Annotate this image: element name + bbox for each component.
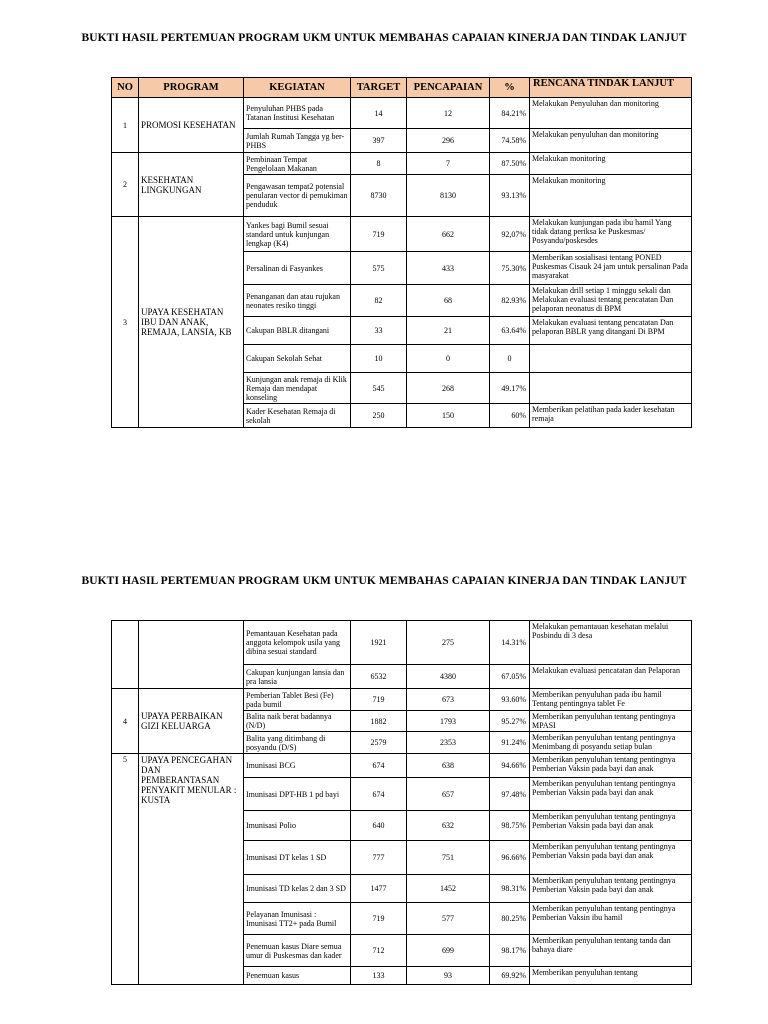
target-cell: 2579 (351, 732, 407, 754)
target-cell: 640 (351, 811, 407, 841)
row-number: 5 (112, 754, 139, 985)
rtl-cell: Memberikan penyuluhan tentang pentingnya Pemberian Vaksin pada bayi dan anak (530, 841, 692, 875)
table-row (112, 217, 692, 252)
program-name: UPAYA PERBAIKAN GIZI KELUARGA (139, 689, 244, 754)
pencapaian-cell: 12 (407, 98, 490, 129)
row-number: 1 (112, 98, 139, 153)
target-cell: 674 (351, 754, 407, 778)
table-header-row (112, 78, 692, 98)
rtl-cell: Melakukan kunjungan pada ibu hamil Yang tidak datang periksa ke Puskesmas/ Posyandu/poskesdes (530, 217, 692, 252)
persen-cell: 0 (490, 345, 530, 373)
pencapaian-cell: 433 (407, 252, 490, 285)
kegiatan-cell: Persalinan di Fasyankes (244, 252, 351, 285)
table-row (112, 689, 692, 711)
kegiatan-cell: Cakupan Sekolah Sehat (244, 345, 351, 373)
target-cell: 397 (351, 129, 407, 153)
pencapaian-cell: 632 (407, 811, 490, 841)
rtl-cell: Memberikan penyuluhan tentang tanda dan bahaya diare (530, 935, 692, 967)
persen-cell: 49.17% (490, 373, 530, 404)
pencapaian-cell: 662 (407, 217, 490, 252)
rtl-cell: Melakukan monitoring (530, 175, 692, 217)
rtl-cell: Memberikan penyuluhan tentang pentingnya MPASI (530, 711, 692, 732)
rtl-cell: Memberikan penyuluhan tentang (530, 967, 692, 985)
kegiatan-cell: Pemantauan Kesehatan pada anggota kelompok usila yang dibina sesuai standard (244, 621, 351, 665)
target-cell: 719 (351, 217, 407, 252)
pencapaian-cell: 7 (407, 153, 490, 175)
rtl-cell (530, 373, 692, 404)
rtl-cell: Memberikan penyuluhan tentang pentingnya Pemberian Vaksin pada bayi dan anak (530, 754, 692, 778)
persen-cell: 80.25% (490, 903, 530, 935)
target-cell: 674 (351, 778, 407, 811)
kegiatan-cell: Penyuluhan PHBS pada Tatanan Institusi Kesehatan (244, 98, 351, 129)
header-pencapaian: PENCAPAIAN (407, 78, 490, 98)
row-number: 2 (112, 153, 139, 217)
persen-cell: 67.05% (490, 665, 530, 689)
target-cell: 8730 (351, 175, 407, 217)
rtl-cell: Memberikan penyuluhan pada ibu hamil Tentang pentingnya tablet Fe (530, 689, 692, 711)
kegiatan-cell: Penanganan dan atau rujukan neonates resiko tinggi (244, 285, 351, 317)
pencapaian-cell: 296 (407, 129, 490, 153)
pencapaian-cell: 4380 (407, 665, 490, 689)
rtl-cell: Memberikan penyuluhan tentang pentingnya Pemberian Vaksin pada bayi dan anak (530, 778, 692, 811)
persen-cell: 69.92% (490, 967, 530, 985)
rtl-cell: Melakukan Penyuluhan dan monitoring (530, 98, 692, 129)
persen-cell: 91.24% (490, 732, 530, 754)
persen-cell: 84.21% (490, 98, 530, 129)
kegiatan-cell: Yankes bagi Bumil sesuai standard untuk kunjungan lengkap (K4) (244, 217, 351, 252)
program-name: UPAYA PENCEGAHAN DAN PEMBERANTASAN PENYAKIT MENULAR : KUSTA (139, 754, 244, 985)
persen-cell: 63.64% (490, 317, 530, 345)
kegiatan-cell: Imunisasi DT kelas 1 SD (244, 841, 351, 875)
kegiatan-cell: Kader Kesehatan Remaja di sekolah (244, 404, 351, 428)
target-cell: 719 (351, 689, 407, 711)
kegiatan-cell: Imunisasi BCG (244, 754, 351, 778)
rtl-cell: Melakukan evaluasi tentang pencatatan Dan pelaporan BBLR yang ditangani Di BPM (530, 317, 692, 345)
rtl-cell: Melakukan monitoring (530, 153, 692, 175)
target-cell: 250 (351, 404, 407, 428)
kegiatan-cell: Cakupan kunjungan lansia dan pra lansia (244, 665, 351, 689)
kegiatan-cell: Penemuan kasus (244, 967, 351, 985)
page-title-continued: BUKTI HASIL PERTEMUAN PROGRAM UKM UNTUK MEMBAHAS CAPAIAN KINERJA DAN TINDAK LANJUT (81, 575, 687, 587)
table-row (112, 98, 692, 129)
pencapaian-cell: 0 (407, 345, 490, 373)
program-name: UPAYA KESEHATAN IBU DAN ANAK, REMAJA, LANSIA, KB (139, 217, 244, 428)
kegiatan-cell: Pengawasan tempat2 potensial penularan vector di pemukiman penduduk (244, 175, 351, 217)
target-cell: 33 (351, 317, 407, 345)
pencapaian-cell: 577 (407, 903, 490, 935)
persen-cell: 94.66% (490, 754, 530, 778)
target-cell: 133 (351, 967, 407, 985)
header-target: TARGET (351, 78, 407, 98)
persen-cell: 92,07% (490, 217, 530, 252)
persen-cell: 93.60% (490, 689, 530, 711)
kegiatan-cell: Balita yang ditimbang di posyandu (D/S) (244, 732, 351, 754)
kegiatan-cell: Cakupan BBLR ditangani (244, 317, 351, 345)
rtl-cell: Memberikan penyuluhan tentang pentingnya Menimbang di posyandu setiap bulan (530, 732, 692, 754)
rtl-cell (530, 345, 692, 373)
capaian-table-1 (111, 77, 692, 428)
rtl-cell: Memberikan penyuluhan tentang pentingnya Pemberian Vaksin ibu hamil (530, 903, 692, 935)
target-cell: 575 (351, 252, 407, 285)
kegiatan-cell: Pemberian Tablet Besi (Fe) pada bumil (244, 689, 351, 711)
pencapaian-cell: 699 (407, 935, 490, 967)
header-persen: % (490, 78, 530, 98)
header-program: PROGRAM (139, 78, 244, 98)
program-name: PROMOSI KESEHATAN (139, 98, 244, 153)
target-cell: 6532 (351, 665, 407, 689)
pencapaian-cell: 1793 (407, 711, 490, 732)
header-kegiatan: KEGIATAN (244, 78, 351, 98)
persen-cell: 95.27% (490, 711, 530, 732)
table-row (112, 754, 692, 778)
target-cell: 1477 (351, 875, 407, 903)
target-cell: 1921 (351, 621, 407, 665)
target-cell: 10 (351, 345, 407, 373)
rtl-cell: Memberikan sosialisasi tentang PONED Puskesmas Cisauk 24 jam untuk persalinan Pada masyarakat (530, 252, 692, 285)
pencapaian-cell: 1452 (407, 875, 490, 903)
program-name: KESEHATAN LINGKUNGAN (139, 153, 244, 217)
persen-cell: 93.13% (490, 175, 530, 217)
target-cell: 777 (351, 841, 407, 875)
kegiatan-cell: Penemuan kasus Diare semua umur di Puskesmas dan kader (244, 935, 351, 967)
pencapaian-cell: 275 (407, 621, 490, 665)
target-cell: 719 (351, 903, 407, 935)
persen-cell: 60% (490, 404, 530, 428)
program-name (139, 621, 244, 689)
kegiatan-cell: Kunjungan anak remaja di Klik Remaja dan mendapat konseling (244, 373, 351, 404)
kegiatan-cell: Imunisasi TD kelas 2 dan 3 SD (244, 875, 351, 903)
persen-cell: 98.17% (490, 935, 530, 967)
target-cell: 1882 (351, 711, 407, 732)
kegiatan-cell: Pembinaan Tempat Pengelolaan Makanan (244, 153, 351, 175)
rtl-cell: Memberikan pelatihan pada kader kesehatan remaja (530, 404, 692, 428)
header-rencana-tindak-lanjut: RENCANA TINDAK LANJUT (530, 78, 692, 98)
pencapaian-cell: 673 (407, 689, 490, 711)
target-cell: 14 (351, 98, 407, 129)
row-number (112, 621, 139, 689)
persen-cell: 14.31% (490, 621, 530, 665)
persen-cell: 98.75% (490, 811, 530, 841)
pencapaian-cell: 638 (407, 754, 490, 778)
kegiatan-cell: Pelayanan Imunisasi : Imunisasi TT2+ pada Bumil (244, 903, 351, 935)
row-number: 4 (112, 689, 139, 754)
pencapaian-cell: 150 (407, 404, 490, 428)
pencapaian-cell: 657 (407, 778, 490, 811)
persen-cell: 96.66% (490, 841, 530, 875)
pencapaian-cell: 93 (407, 967, 490, 985)
persen-cell: 74.58% (490, 129, 530, 153)
persen-cell: 87.50% (490, 153, 530, 175)
pencapaian-cell: 68 (407, 285, 490, 317)
target-cell: 712 (351, 935, 407, 967)
kegiatan-cell: Balita naik berat badannya (N/D) (244, 711, 351, 732)
header-no: NO (112, 78, 139, 98)
row-number: 3 (112, 217, 139, 428)
table-row (112, 153, 692, 175)
pencapaian-cell: 2353 (407, 732, 490, 754)
target-cell: 8 (351, 153, 407, 175)
target-cell: 82 (351, 285, 407, 317)
pencapaian-cell: 21 (407, 317, 490, 345)
rtl-cell: Melakukan drill setiap 1 minggu sekali dan Melakukan evaluasi tentang pencatatan Dan pelaporan neonatus di BPM (530, 285, 692, 317)
rtl-cell: Melakukan penyuluhan dan monitoring (530, 129, 692, 153)
rtl-cell: Melakukan evaluasi pencatatan dan Pelaporan (530, 665, 692, 689)
rtl-cell: Melakukan pemantauan kesehatan melalui Posbindu di 3 desa (530, 621, 692, 665)
persen-cell: 97.48% (490, 778, 530, 811)
pencapaian-cell: 268 (407, 373, 490, 404)
pencapaian-cell: 751 (407, 841, 490, 875)
persen-cell: 98.31% (490, 875, 530, 903)
kegiatan-cell: Jumlah Rumah Tangga yg ber-PHBS (244, 129, 351, 153)
kegiatan-cell: Imunisasi DPT-HB 1 pd bayi (244, 778, 351, 811)
table-row (112, 621, 692, 665)
persen-cell: 75.30% (490, 252, 530, 285)
target-cell: 545 (351, 373, 407, 404)
rtl-cell: Memberikan penyuluhan tentang pentingnya Pemberian Vaksin pada bayi dan anak (530, 811, 692, 841)
capaian-table-2 (111, 620, 692, 985)
persen-cell: 82.93% (490, 285, 530, 317)
page-title: BUKTI HASIL PERTEMUAN PROGRAM UKM UNTUK MEMBAHAS CAPAIAN KINERJA DAN TINDAK LANJUT (81, 32, 687, 44)
pencapaian-cell: 8130 (407, 175, 490, 217)
kegiatan-cell: Imunisasi Polio (244, 811, 351, 841)
rtl-cell: Memberikan penyuluhan tentang pentingnya Pemberian Vaksin pada bayi dan anak (530, 875, 692, 903)
